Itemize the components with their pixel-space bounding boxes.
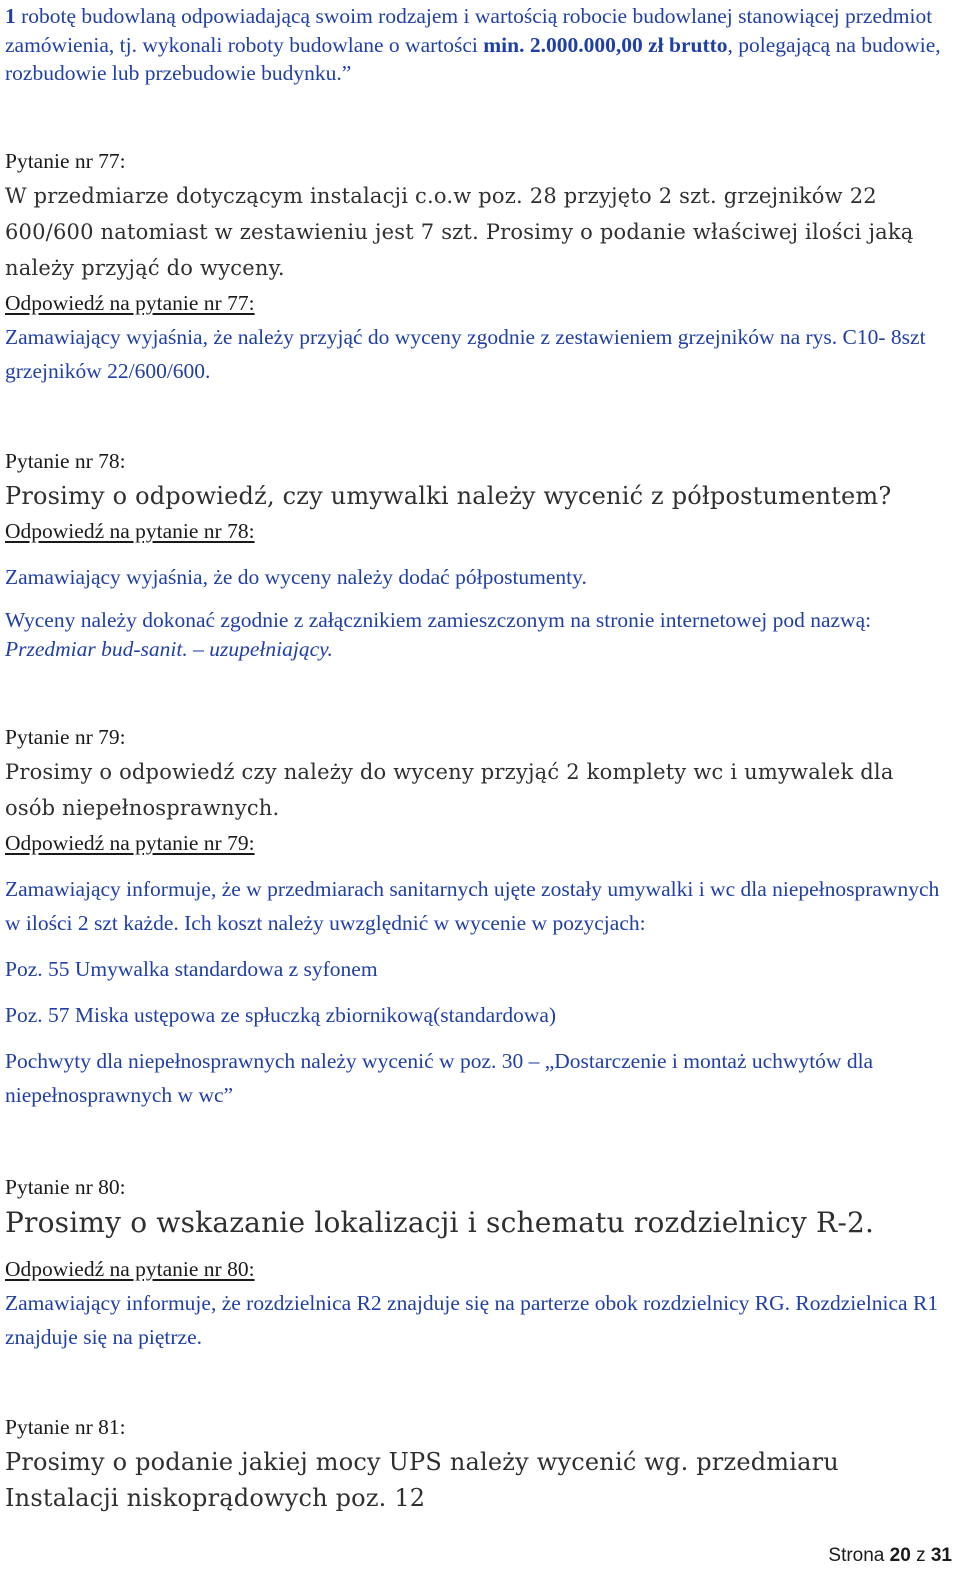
answer-79-text-4: Pochwyty dla niepełnosprawnych należy wycenić w poz. 30 – „Dostarczenie i montaż uchwytów dla niepełnosprawnych w wc” xyxy=(5,1048,874,1107)
answer-79-text-3: Poz. 57 Miska ustępowa ze spłuczką zbiornikową(standardowa) xyxy=(5,1002,557,1027)
question-81-label: Pytanie nr 81: xyxy=(5,1414,126,1439)
answer-79-label: Odpowiedź na pytanie nr 79: xyxy=(5,830,255,855)
question-80-text: Prosimy o wskazanie lokalizacji i schematu rozdzielnicy R-2. xyxy=(5,1205,875,1239)
answer-79-text-1: Zamawiający informuje, że w przedmiarach sanitarnych ujęte zostały umywalki i wc dla niepełnosprawnych w ilości 2 szt każde. Ich koszt należy uwzględnić w wycenie w pozycjach: xyxy=(5,876,940,935)
document-page xyxy=(5,0,950,1516)
intro-amount: min. 2.000.000,00 zł brutto xyxy=(483,32,728,57)
page-number-footer: Strona 20 z 31 xyxy=(828,1545,952,1566)
question-77-label: Pytanie nr 77: xyxy=(5,148,126,173)
question-78-text: Prosimy o odpowiedź, czy umywalki należy wycenić z półpostumentem? xyxy=(5,481,892,510)
current-page: 20 xyxy=(889,1545,911,1566)
answer-78-label: Odpowiedź na pytanie nr 78: xyxy=(5,518,255,543)
intro-text: robotę budowlaną odpowiadającą swoim rodzajem i wartością robocie budowlanej stanowiącej przedmiot zamówienia, tj. wykonali roboty budowlane o wartości xyxy=(5,4,933,57)
answer-80-text: Zamawiający informuje, że rozdzielnica R2 znajduje się na parterze obok rozdzielnicy RG. Rozdzielnica R1 znajduje się na piętrze. xyxy=(5,1290,939,1349)
answer-78-text-2: Wyceny należy dokonać zgodnie z załącznikiem zamieszczonym na stronie internetowej pod nazwą: Przedmiar bud-sanit. – uzupełniający. xyxy=(5,607,872,661)
answer-80-label: Odpowiedź na pytanie nr 80: xyxy=(5,1256,255,1281)
question-77-text: W przedmiarze dotyczącym instalacji c.o.w poz. 28 przyjęto 2 szt. grzejników 22 600/600 natomiast w zestawieniu jest 7 szt. Prosimy o podanie właściwej ilości jaką należy przyjąć do wyceny. xyxy=(5,183,914,280)
total-pages: 31 xyxy=(930,1545,952,1566)
question-81-text: Prosimy o podanie jakiej mocy UPS należy wycenić wg. przedmiaru Instalacji niskoprądowych poz. 12 xyxy=(5,1447,839,1512)
answer-79-text-2: Poz. 55 Umywalka standardowa z syfonem xyxy=(5,956,378,981)
question-78-label: Pytanie nr 78: xyxy=(5,448,126,473)
attachment-name: Przedmiar bud-sanit. – uzupełniający. xyxy=(5,636,333,661)
answer-77-text: Zamawiający wyjaśnia, że należy przyjąć do wyceny zgodnie z zestawieniem grzejników na rys. C10- 8szt grzejników 22/600/600. xyxy=(5,324,926,383)
question-80-label: Pytanie nr 80: xyxy=(5,1174,126,1199)
answer-78-text-1: Zamawiający wyjaśnia, że do wyceny należy dodać półpostumenty. xyxy=(5,564,587,589)
intro-paragraph xyxy=(5,0,950,88)
question-79-text: Prosimy o odpowiedź czy należy do wyceny przyjąć 2 komplety wc i umywalek dla osób niepełnosprawnych. xyxy=(5,759,894,820)
question-79-label: Pytanie nr 79: xyxy=(5,724,126,749)
answer-77-label: Odpowiedź na pytanie nr 77: xyxy=(5,290,255,315)
intro-text-end: , polegającą na budowie, rozbudowie lub przebudowie budynku.” xyxy=(5,32,941,85)
intro-number: 1 xyxy=(5,4,16,28)
